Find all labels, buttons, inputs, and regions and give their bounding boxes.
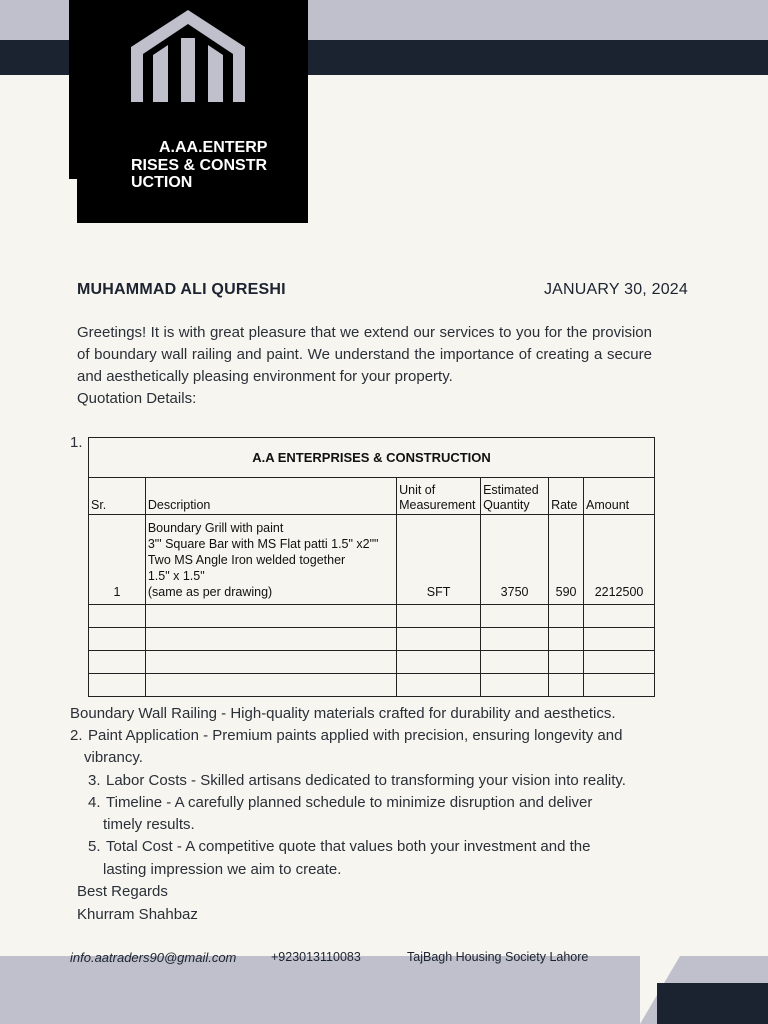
list-item: 2. Paint Application - Premium paints applied with precision, ensuring longevity and <box>70 727 623 744</box>
cell-amount: 2212500 <box>584 515 655 605</box>
list-item-continued: lasting impression we aim to create. <box>103 861 342 878</box>
footer-email[interactable]: info.aatraders90@gmail.com <box>70 950 237 965</box>
header-description: Description <box>145 478 396 515</box>
list-item: 3. Labor Costs - Skilled artisans dedicated to transforming your vision into reality. <box>88 772 626 789</box>
cell-quantity: 3750 <box>481 515 549 605</box>
footer-address: TajBagh Housing Society Lahore <box>407 950 589 964</box>
empty-table-row <box>89 651 655 674</box>
closing-regards: Best Regards <box>77 883 168 900</box>
header-amount: Amount <box>584 478 655 515</box>
header-unit: Unit of Measurement <box>397 478 481 515</box>
table-row <box>89 515 655 605</box>
empty-table-row <box>89 628 655 651</box>
letter-date: JANUARY 30, 2024 <box>543 281 688 298</box>
footer-phone: +923013110083 <box>271 950 361 964</box>
cell-sr: 1 <box>89 515 146 605</box>
list-item: 5. Total Cost - A competitive quote that values both your investment and the <box>88 838 591 855</box>
list-item-continued: timely results. <box>103 816 195 833</box>
list-number: 1. <box>70 434 83 451</box>
company-name: A.AA.ENTERPRISES & CONSTRUCTION <box>131 139 268 191</box>
header-quantity: Estimated Quantity <box>481 478 549 515</box>
cell-unit: SFT <box>397 515 481 605</box>
empty-table-row <box>89 605 655 628</box>
cell-description: Boundary Grill with paint 3"' Square Bar with MS Flat patti 1.5" x2"" Two MS Angle Iron welded together 1.5" x 1.5" (same as per drawing) <box>145 515 396 605</box>
list-item-continued: vibrancy. <box>84 749 143 766</box>
recipient-name: MUHAMMAD ALI QURESHI <box>77 281 286 298</box>
table-header-row <box>89 478 655 515</box>
footer-navy-block <box>657 983 768 1024</box>
header-sr: Sr. <box>89 478 146 515</box>
list-item: 4. Timeline - A carefully planned schedule to minimize disruption and deliver <box>88 794 593 811</box>
greeting-paragraph: Greetings! It is with great pleasure that we extend our services to you for the provision of boundary wall railing and paint. We understand the importance of creating a secure and aesthetically pleasing environment for your property. <box>77 324 652 385</box>
list-item: Boundary Wall Railing - High-quality materials crafted for durability and aesthetics. <box>70 705 616 722</box>
table-title: A.A ENTERPRISES & CONSTRUCTION <box>89 438 655 478</box>
empty-table-row <box>89 674 655 697</box>
cell-rate: 590 <box>549 515 584 605</box>
quotation-table <box>88 437 655 697</box>
header-rate: Rate <box>549 478 584 515</box>
building-arch-icon <box>131 10 245 102</box>
signature-name: Khurram Shahbaz <box>77 906 198 923</box>
quotation-label: Quotation Details: <box>77 390 197 407</box>
